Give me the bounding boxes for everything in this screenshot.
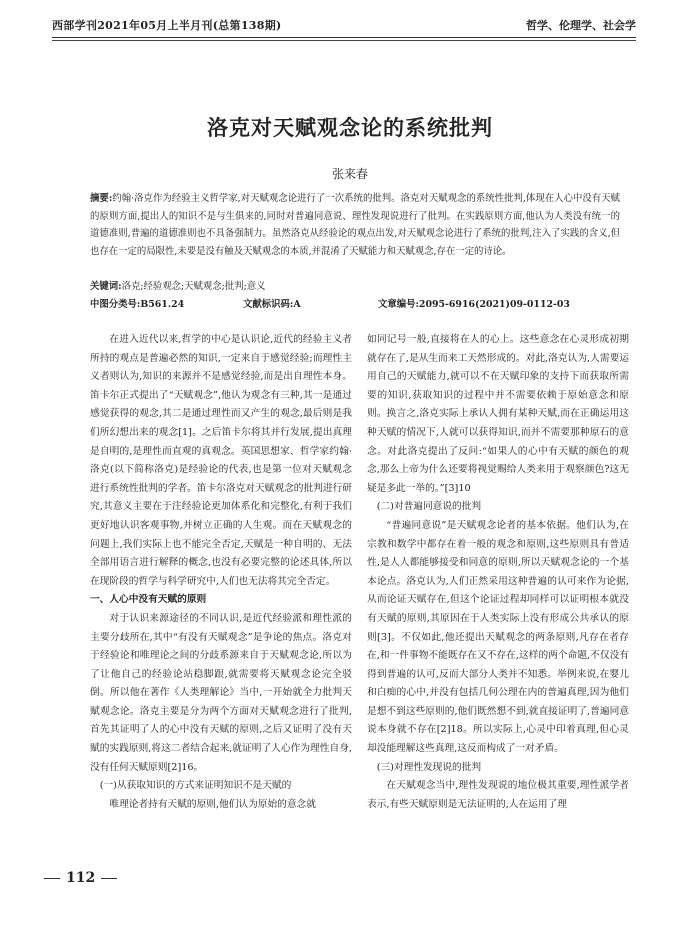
header-rule-thin (52, 40, 636, 41)
document-code: 文献标识码:A (242, 299, 301, 310)
subsection-1-continued: 如同记号一般,直接将在人的心上。这些意念在心灵形成初期就存在了,是从生而来工天然形成的。对此,洛克认为,人需要运用自己的天赋能力,就可以不在天赋印象的支持下而获取所需要的知识,获取知识的过程中并不需要依赖于原始意念和原则。换言之,洛克实际上承认人拥有某种天赋,而在正确运用这种天赋的情况下,人就可以获得知识,而并不需要那种原石的意念。对此洛克提出了反问:“如果人的心中有天赋的颜色的观念,那么上帝为什么还要将视觉赐给人类来用于观察颜色?这无疑是多此一举的。”[3]10 (367, 334, 629, 494)
journal-header: 西部学刊2021年05月上半月刊(总第138期) (52, 19, 282, 32)
subsection-1-paragraph: 唯理论者持有天赋的原则,他们认为原始的意念就 (109, 798, 316, 810)
subsection-2-paragraph: “普遍同意说”是天赋观念论者的基本依据。他们认为,在宗教和数学中都存在着一般的观念和原则,这些原则具有普适性,是人人都能够接受和同意的原则,所以天赋观念论的一个基本论点。洛克认为,人们正然采用这种普遍的认可来作为论据,从而论证天赋存在,但这个论证过程却同样可以证明根本就没有天赋的原则,其原因在于人类实际上没有形成公共承认的原则[3]。不仅如此,他还提出天赋观念的两条原则,凡存在者存在,和一件事物不能既存在又不存在,这样的两个命题,不仅没有得到普遍的认可,反而大部分人类并不知悉。举例来说,在婴儿和白痴的心中,并没有包括几何公理在内的普遍真理,因为他们是想不到这些原则的,他们既然想不到,就直接证明了,普遍同意说本身就不存在[2]18。所以实际上,心灵中印着真理,但心灵却没能理解这些真理,这反而构成了一对矛盾。 (367, 519, 629, 755)
subsection-heading-2: (二)对普遍同意说的批判 (376, 501, 482, 513)
page-dash-left (44, 878, 60, 879)
subsection-heading-3: (三)对理性发现说的批判 (376, 761, 482, 773)
keywords-label: 关键词: (90, 281, 122, 292)
page-dash-right (101, 878, 117, 879)
classification-line (90, 297, 620, 313)
section-heading-1: 一、人心中没有天赋的原则 (90, 594, 207, 606)
subsection-heading-1: (一)从获取知识的方式来证明知识不是天赋的 (99, 780, 292, 792)
clc-number: 中图分类号:B561.24 (90, 299, 185, 310)
page-number (38, 870, 123, 886)
section-header: 哲学、伦理学、社会学 (526, 19, 636, 32)
abstract-text: 约翰·洛克作为经验主义哲学家,对天赋观念论进行了一次系统的批判。洛克对天赋观念的系统性批判,体现在人心中没有天赋的原则方面,提出人的知识不是与生俱来的,同时对普遍同意说、理性发现说进行了批判。在实践原则方面,他认为人类没有统一的道德准则,普遍的道德准则也不具备强制力。虽然洛克从经验论的观点出发,对天赋观念论进行了系统的批判,注入了实践的含义,但也存在一定的局限性,未要是没有触及天赋观念的本质,并混淆了天赋能力和天赋观念,存在一定的诗论。 (90, 193, 620, 257)
article-title: 洛克对天赋观念论的系统批判 (207, 115, 493, 140)
right-column (367, 331, 629, 814)
left-column (90, 331, 352, 814)
article-number: 文章编号:2095-6916(2021)09-0112-03 (377, 299, 570, 310)
abstract-label: 摘要: (90, 193, 113, 204)
keywords (90, 279, 620, 295)
page-number-text: 112 (66, 870, 96, 886)
intro-paragraph: 在进入近代以来,哲学的中心是认识论,近代的经验主义者所持的观点是普遍必然的知识,一定来自于感觉经验;而理性主义者则认为,知识的来源并不是感觉经验,而是出自理性本身。笛卡尔正式提出了“天赋观念”,他认为观念有三种,其一是通过感觉获得的观念,其二是通过理性而又产生的观念,最后则是我们所幻想出来的观念[1]。之后笛卡尔将其并行发展,提出真理是自明的,是理性而直观的真观念。英国思想家、哲学家约翰·洛克(以下简称洛克)是经验论的代表,也是第一位对天赋观念进行系统性批判的学者。笛卡尔洛克对天赋观念的批判进行研究,其意义主要在于注经验论更加体系化和完整化,有利于我们更好地认识客观事物,并树立正确的人生观。而在天赋观念的问题上,我们实际上也不能完全否定,天赋是一种自明的、无法全部用语言进行解释的概念,也没有必要完整的论述具体,所以在现阶段的哲学与科学研究中,人们也无法将其完全否定。 (90, 334, 352, 587)
keywords-text: 洛克;经验观念;天赋观念;批判;意义 (121, 281, 266, 292)
section-1-paragraph: 对于认识来源途径的不同认识,是近代经验派和理性派的主要分歧所在,其中“有没有天赋观念”是争论的焦点。洛克对于经验论和唯理论之间的分歧系源来自于天赋观念论,所以为了让他自己的经验论站稳脚跟,就需要将天赋观念论完全驳倒。所以他在著作《人类理解论》当中,一开始就全力批判天赋观念论。洛克主要是分为两个方面对天赋观念进行了批判,首先其证明了人的心中没有天赋的原则,之后又证明了没有天赋的实践原则,将这二者结合起来,就证明了人心作为理性自身,没有任何天赋原则[2]16。 (90, 612, 352, 773)
subsection-3-paragraph: 在天赋观念当中,理性发现说的地位极其重要,理性派学者表示,有些天赋原则是无法证明的,人在运用了理 (367, 780, 629, 810)
header-rule-thick (52, 37, 636, 38)
abstract (90, 190, 620, 260)
article-author: 张来春 (331, 167, 368, 181)
